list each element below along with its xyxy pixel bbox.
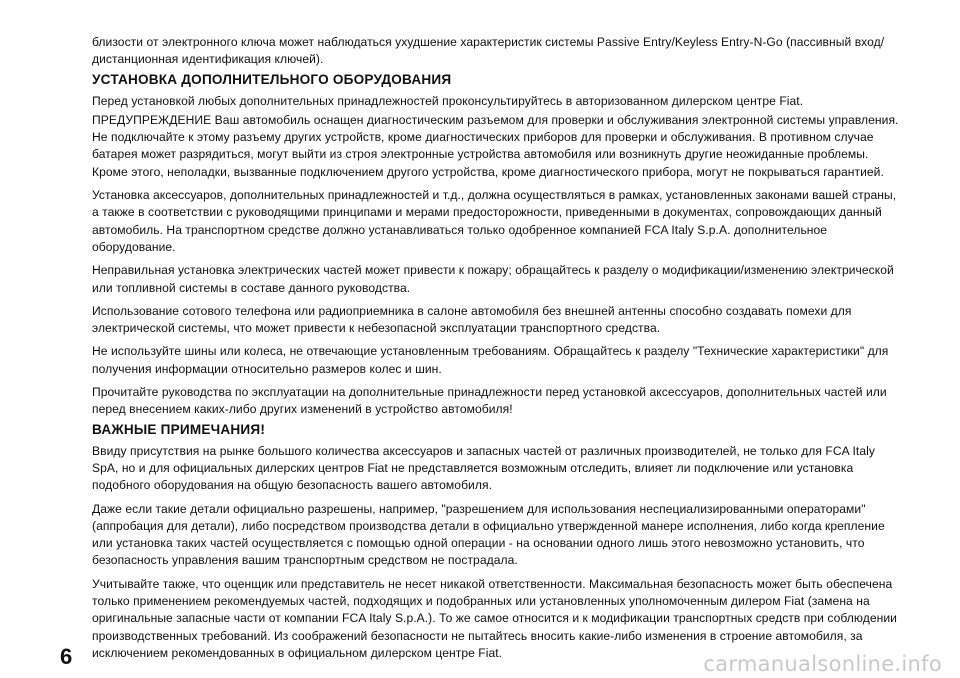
paragraph-electrical-fire: Неправильная установка электрических частей может привести к пожару; обращайтесь к разделу о модификации/изменению электрической или топливной системы в составе данного руководства. xyxy=(92,263,894,295)
page-number: 6 xyxy=(60,644,73,669)
heading-accessory-installation: УСТАНОВКА ДОПОЛНИТЕЛЬНОГО ОБОРУДОВАНИЯ xyxy=(92,71,452,87)
paragraph-market-parts: Ввиду присутствия на рынке большого количества аксессуаров и запасных частей от различных производителей, не только для FCA Italy SpA, но и для официальных дилерских центров Fiat не представляется возможным отследить, влияет ли подключение или установка подобного оборудования на общую безопасность вашего автомобиля. xyxy=(92,443,875,493)
page-content xyxy=(92,34,904,668)
paragraph-accessory-laws: Установка аксессуаров, дополнительных принадлежностей и т.д., должна осуществляться в рамках, установленных законами вашей страны, а также в соответствии с руководящими принципами и мерами предосторожности, приведенными в документах, сопровождающих данный автомобиль. На транспортном средстве должно устанавливаться только одобренное компанией FCA Italy S.p.A. дополнительное оборудование. xyxy=(92,188,897,254)
paragraph-phone-radio: Использование сотового телефона или радиоприемника в салоне автомобиля без внешней антенны способно создавать помехи для электрической системы, что может привести к небезопасной эксплуатации транспортного средства. xyxy=(92,303,852,336)
paragraph-consult-dealer: Перед установкой любых дополнительных принадлежностей проконсультируйтесь в авторизованном дилерском центре Fiat. xyxy=(92,93,804,108)
paragraph-read-manuals: Прочитайте руководства по эксплуатации на дополнительные принадлежности перед установкой аксессуаров, дополнительных частей или перед внесением каких-либо других изменений в устройство автомобиля! xyxy=(92,385,887,417)
paragraph-tires-wheels: Не используйте шины или колеса, не отвечающие установленным требованиям. Обращайтесь к разделу "Технические характеристики" для получения информации относительно размеров колес и шин. xyxy=(92,344,889,376)
paragraph-responsibility: Учитывайте также, что оценщик или представитель не несет никакой ответственности. Максимальная безопасность может быть обеспечена только применением рекомендуемых частей, подходящих и подобранных или установленных уполномоченным дилером Fiat (замена на оригинальные запасные части от компании FCA Italy S.p.A.). То же самое относится и к модификации транспортных средств при соблюдении производственных требований. Из соображений безопасности не пытайтесь вносить какие-либо изменения в строение автомобиля, за исключением рекомендованных в официальном дилерском центре Fiat. xyxy=(92,576,897,660)
paragraph-warning-diagnostic: ПРЕДУПРЕЖДЕНИЕ Ваш автомобиль оснащен диагностическим разъемом для проверки и обслуживания электронной системы управления. Не подключайте к этому разъему других устройств, кроме диагностических приборов для проверки и обслуживания. В противном случае батарея может разрядиться, могут выйти из строя электронные устройства автомобиля или возникнуть другие неожиданные проблемы. Кроме этого, неполадки, вызванные подключением другого устройства, кроме диагностического прибора, могут не покрываться гарантией. xyxy=(92,112,899,179)
site-watermark: carmanualsonline.info xyxy=(703,652,942,676)
paragraph-keyless-entry: близости от электронного ключа может наблюдаться ухудшение характеристик системы Passive Entry/Keyless Entry-N-Go (пассивный вход/дистанционная идентификация ключей). xyxy=(92,35,885,67)
heading-important-notes: ВАЖНЫЕ ПРИМЕЧАНИЯ! xyxy=(92,421,266,437)
paragraph-approved-parts: Даже если такие детали официально разрешены, например, "разрешением для использования неспециализированными операторами" (аппробация для детали), либо посредством производства детали в официально утвержденной манере исполнения, либо когда крепление или установка таких частей осуществляется с помощью одной операции - на основании одного лишь этого невозможно установить, что безопасность управления вашим транспортным средством не пострадала. xyxy=(92,501,885,568)
